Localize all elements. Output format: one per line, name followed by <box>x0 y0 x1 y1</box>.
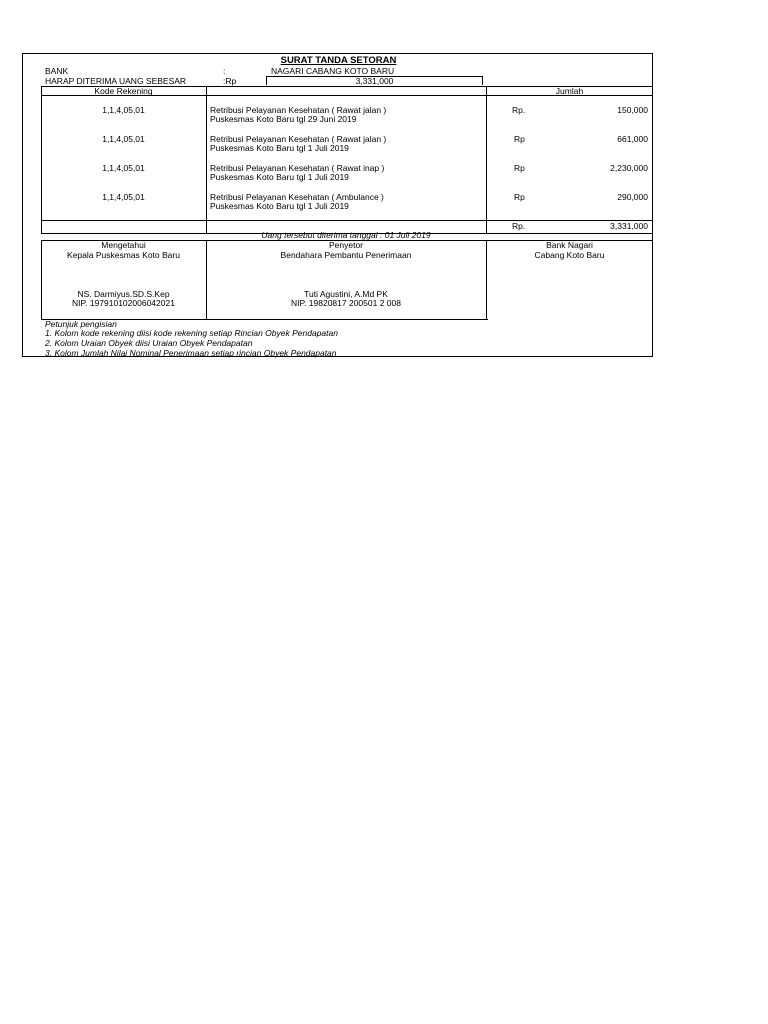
sig-left-role: Mengetahui <box>101 240 146 250</box>
column-header-amount: Jumlah <box>555 86 584 96</box>
row-3-amount: 2,230,000 <box>610 163 648 173</box>
sig-middle-role: Penyetor <box>328 240 364 250</box>
amount-label: HARAP DITERIMA UANG SEBESAR <box>45 76 187 86</box>
col-divider-2 <box>486 86 487 234</box>
row-1-code: 1,1,4,05,01 <box>102 105 145 115</box>
col-divider-1 <box>206 86 207 234</box>
document-title: SURAT TANDA SETORAN <box>280 55 397 66</box>
sig-left-title: Kepala Puskesmas Koto Baru <box>67 250 180 260</box>
note-item-2: 2. Kolom Uraian Obyek diisi Uraian Obyek Pendapatan <box>45 338 253 348</box>
sig-right-role: Bank Nagari <box>546 240 593 250</box>
row-3-location: Puskesmas Koto Baru tgl 1 Juli 2019 <box>210 172 349 182</box>
row-2-location: Puskesmas Koto Baru tgl 1 Juli 2019 <box>210 143 349 153</box>
total-currency: Rp. <box>512 221 526 231</box>
bank-value: NAGARI CABANG KOTO BARU <box>271 66 395 76</box>
sig-middle-nip: NIP. 19820817 200501 2 008 <box>291 298 401 308</box>
row-4-amount: 290,000 <box>617 192 648 202</box>
row-2-code: 1,1,4,05,01 <box>102 134 145 144</box>
row-1-currency: Rp. <box>512 105 526 115</box>
row-2-currency: Rp <box>514 134 525 144</box>
sig-middle-name: Tuti Agustini, A.Md PK <box>304 289 388 299</box>
sig-left-name: NS. Darmiyus.SD.S.Kep <box>77 289 170 299</box>
row-4-description: Retribusi Pelayanan Kesehatan ( Ambulance ) <box>210 192 384 202</box>
notes-heading: Petunjuk pengisian <box>45 319 117 329</box>
note-item-1: 1. Kolom kode rekening diisi kode rekening setiap Rincian Obyek Pendapatan <box>45 328 338 338</box>
amount-currency: :Rp <box>223 76 237 86</box>
deposit-slip <box>22 53 653 357</box>
note-item-3: 3. Kolom Jumlah Nilai Nominal Penerimaan setiap rincian Obyek Pendapatan <box>45 348 337 358</box>
row-1-description: Retribusi Pelayanan Kesehatan ( Rawat jalan ) <box>210 105 387 115</box>
row-3-description: Retribusi Pelayanan Kesehatan ( Rawat inap ) <box>210 163 385 173</box>
sig-middle-title: Bendahara Pembantu Penerimaan <box>280 250 412 260</box>
total-amount: 3,331,000 <box>610 221 648 231</box>
sig-right-title: Cabang Koto Baru <box>534 250 605 260</box>
row-1-location: Puskesmas Koto Baru tgl 29 Juni 2019 <box>210 114 357 124</box>
row-1-amount: 150,000 <box>617 105 648 115</box>
row-4-location: Puskesmas Koto Baru tgl 1 Juli 2019 <box>210 201 349 211</box>
bank-colon: : <box>223 66 226 76</box>
column-header-code: Kode Rekening <box>94 86 153 96</box>
row-4-code: 1,1,4,05,01 <box>102 192 145 202</box>
bank-label: BANK <box>45 66 69 76</box>
row-2-amount: 661,000 <box>617 134 648 144</box>
row-2-description: Retribusi Pelayanan Kesehatan ( Rawat jalan ) <box>210 134 387 144</box>
amount-value: 3,331,000 <box>355 76 394 86</box>
row-3-code: 1,1,4,05,01 <box>102 163 145 173</box>
received-date: Uang tersebut diterima tanggal : 01 Juli 2019 <box>261 230 431 240</box>
row-4-currency: Rp <box>514 192 525 202</box>
sig-left-nip: NIP. 197910102006042021 <box>72 298 175 308</box>
row-3-currency: Rp <box>514 163 525 173</box>
